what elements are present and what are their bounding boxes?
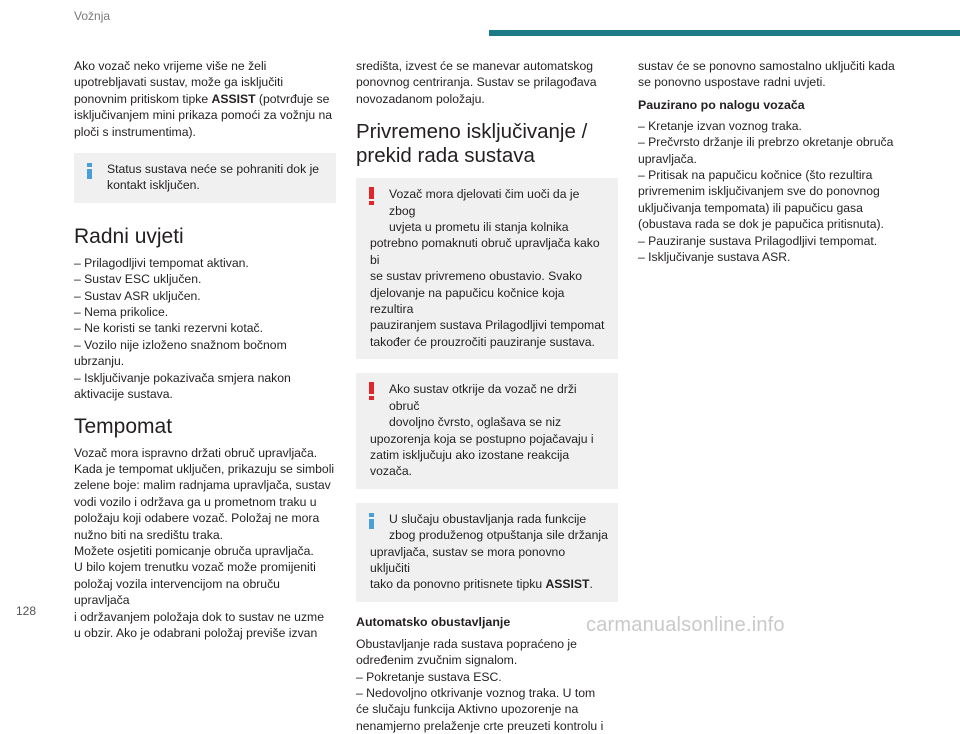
text-line: u obzir. Ako je odabrani položaj previše izvan [74,625,318,640]
heading-line: Privremeno isključivanje / [356,120,588,144]
text-line: (potvrđuje se [255,91,330,106]
list-item: privremenim isključivanjem sve do ponovnog [638,184,880,199]
info-text-line: tako da ponovno pritisnete tipku ASSIST. [370,577,593,592]
paragraph-disable-assist [74,58,336,140]
assist-key-label: ASSIST [211,91,256,106]
list-item: – Prilagodljivi tempomat aktivan. [74,255,249,270]
text-line: Možete osjetiti pomicanje obruča upravljača. [74,543,314,558]
warning-text-line: se sustav privremeno obustavio. Svako [370,269,583,284]
paragraph-automatsko [356,636,618,734]
text-line: isključivanjem mini prikaza pomoći za vožnju na [74,108,333,123]
text-line: Vozač mora ispravno držati obruč upravljača. [74,445,318,460]
info-text-line: kontakt isključen. [107,178,200,193]
list-item: – Isključivanje sustava ASR. [638,250,791,265]
text-line: Kada je tempomat uključen, prikazuju se simboli [74,461,335,476]
column-2 [356,58,618,734]
list-item: aktivacije sustava. [74,387,173,402]
heading-line: prekid rada sustava [356,144,535,168]
text-line: Ako vozač neko vrijeme više ne želi [74,59,267,73]
list-item: će slučaju funkcija Aktivno upozorenje na [356,702,579,717]
list-item: – Nema prikolice. [74,305,169,320]
list-item: ubrzanju. [74,354,125,369]
info-text-line: Status sustava neće se pohraniti dok je [107,162,320,177]
section-label: Vožnja [74,9,111,23]
warning-box-driver-action [356,178,618,359]
list-item: – Kretanje izvan voznog traka. [638,118,802,133]
warning-text-line: dovoljno čvrsto, oglašava se niz [389,415,562,430]
paragraph-tempomat [74,445,336,642]
list-item: – Sustav ESC uključen. [74,272,202,287]
text-line: ploči s instrumentima). [74,124,196,139]
list-item: – Sustav ASR uključen. [74,288,201,303]
watermark: carmanualsonline.info [586,614,785,636]
text-line: novozadanom položaju. [356,91,485,106]
text-line: zelene boje: malim radnjama upravljača, sustav [74,478,331,493]
warning-text-line: potrebno pomaknuti obruč upravljača kako bi [370,236,600,267]
column-1 [74,58,336,641]
list-item: – Ne koristi se tanki rezervni kotač. [74,321,263,336]
list-item: – Prečvrsto držanje ili prebrzo okretanje obruča [638,135,894,150]
text-line: i održavanjem položaja dok to sustav ne uzme [74,609,324,624]
heading-automatsko-obustavljanje: Automatsko obustavljanje [356,614,511,629]
list-item: upravljača. [638,151,697,166]
warning-text-line: Vozač mora djelovati čim uoči da je zbog [389,187,580,218]
warning-text-line: Ako sustav otkrije da vozač ne drži obruč [389,382,577,413]
text-line: vodi vozilo i održava ga u prometnom traku u [74,494,317,509]
text-line: sustav će se ponovno samostalno uključiti kada [638,59,895,73]
info-icon [369,513,374,529]
list-item: nenamjerno prelaženje crte preuzeti kontrolu i [356,718,604,733]
text-line: Obustavljanje rada sustava popraćeno je [356,636,577,651]
paragraph-continuation [356,58,618,107]
heading-privremeno-iskljucivanje [356,120,618,168]
info-box-reactivation [356,503,618,602]
list-item: – Isključivanje pokazivača smjera nakon [74,370,291,385]
text-line: određenim zvučnim signalom. [356,653,518,668]
warning-text-line: djelovanje na papučicu kočnice koja rezultira [370,285,565,317]
list-item: uključivanja tempomata) ili papučicu gasa [638,200,863,215]
list-item: – Pauziranje sustava Prilagodljivi tempomat. [638,233,878,248]
list-item: – Pokretanje sustava ESC. [356,669,502,684]
info-text-line: U slučaju obustavljanja rada funkcije [389,511,587,526]
list-pauzirano [638,118,900,266]
warning-icon [369,187,374,205]
heading-tempomat: Tempomat [74,414,173,438]
text-line: se ponovno uspostave radni uvjeti. [638,75,826,90]
heading-pauzirano: Pauzirano po nalogu vozača [638,97,805,112]
text-line: U bilo kojem trenutku vozač može promijeniti [74,560,316,575]
warning-box-grip [356,373,618,488]
list-item: (obustava rada se dok je papučica pritisnuta). [638,217,884,232]
info-text-line: zbog produženog otpuštanja sile držanja [389,528,608,543]
text-line: ponovnim pritiskom tipke [74,91,212,106]
text-line: ponovnog centriranja. Sustav se prilagođava [356,75,597,90]
warning-text-line: uvjeta u prometu ili stanja kolnika [389,220,569,235]
header-accent-bar [489,30,960,36]
text-line: upotrebljavati sustav, može ga isključiti [74,75,284,90]
list-item: – Nedovoljno otkrivanje voznog traka. U tom [356,685,596,700]
info-box-status [74,153,336,203]
text-line: nužno biti na središtu traka. [74,527,224,542]
info-icon [87,163,92,179]
list-item: – Pritisak na papučicu kočnice (što rezultira [638,168,873,183]
info-text-line: upravljača, sustav se mora ponovno uključiti [370,544,566,575]
list-item: – Vozilo nije izloženo snažnom bočnom [74,337,287,352]
text-line: središta, izvest će se manevar automatskog [356,59,594,73]
warning-text-line: zatim isključuju ako izostane reakcija vozača. [370,447,570,479]
paragraph-continuation [638,58,900,91]
text-line: položaju koji odabere vozač. Položaj ne mora [74,511,320,526]
column-3 [638,58,900,265]
list-radni-uvjeti [74,255,336,403]
warning-text-line: također će prouzročiti pauziranje sustava. [370,334,595,349]
warning-text-line: upozorenja koja se postupno pojačavaju i [370,431,594,446]
page-number: 128 [16,604,37,618]
heading-radni-uvjeti: Radni uvjeti [74,224,184,248]
text-line: položaj vozila intervencijom na obruču upravljača [74,576,280,608]
assist-key-label: ASSIST [545,577,590,592]
warning-icon [369,382,374,400]
warning-text-line: pauziranjem sustava Prilagodljivi tempomat [370,318,605,333]
